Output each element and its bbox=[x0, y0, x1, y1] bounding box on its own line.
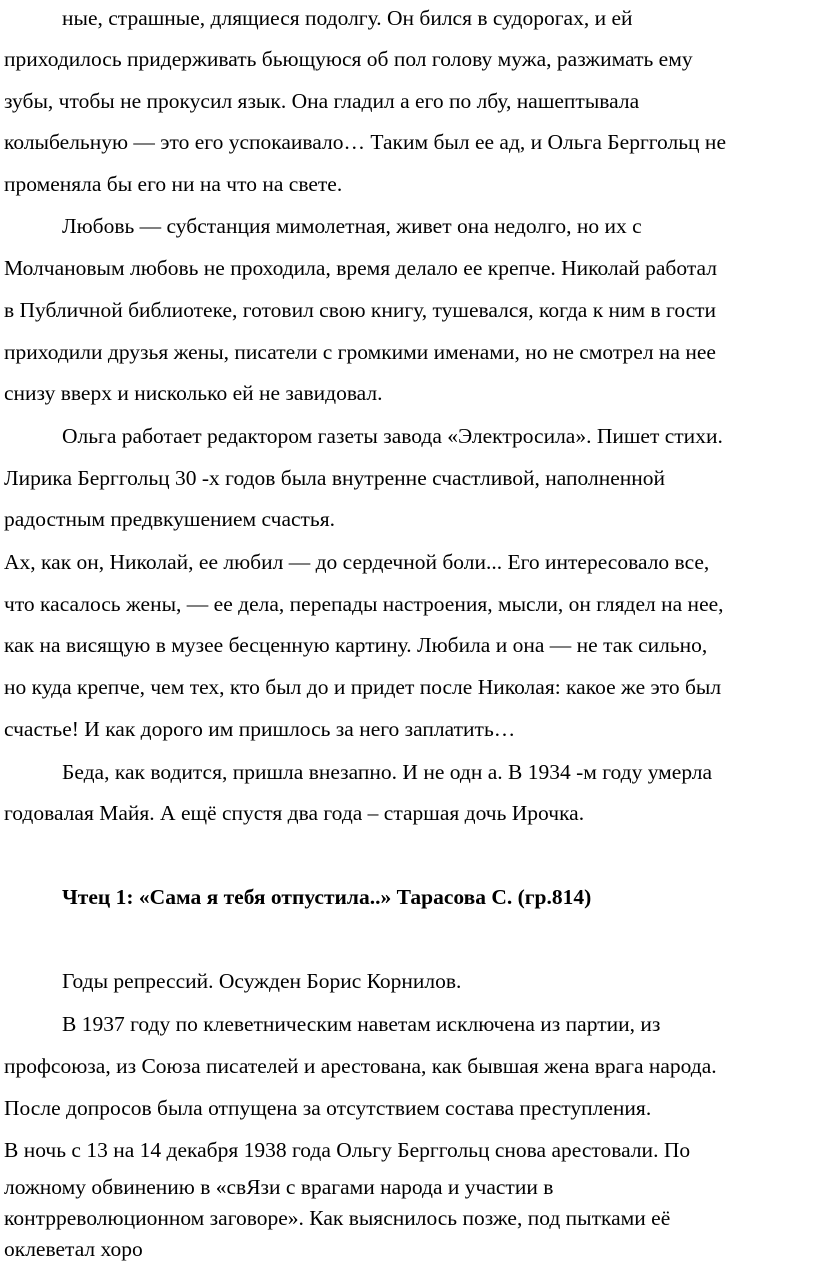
text-line: оклеветал хоро bbox=[4, 1237, 143, 1261]
text-line: приходилось придерживать бьющуюся об пол голову мужа, разжимать ему bbox=[4, 47, 693, 71]
text-line: Лирика Берггольц 30 -х годов была внутренне счастливой, наполненной bbox=[4, 466, 666, 490]
text-line: Ах, как он, Николай, ее любил — до сердечной боли... Его интересовало все, bbox=[4, 550, 710, 574]
text-line: В ночь с 13 на 14 декабря 1938 года Ольгу Берггольц снова арестовали. По bbox=[4, 1138, 691, 1162]
text-line: контрреволюционном заговоре». Как выяснилось позже, под пытками её bbox=[4, 1206, 671, 1230]
text-line: счастье! И как дорого им пришлось за него заплатить… bbox=[4, 717, 516, 741]
text-line: в Публичной библиотеке, готовил свою книгу, тушевался, когда к ним в гости bbox=[4, 298, 717, 322]
text-line: Любовь — субстанция мимолетная, живет она недолго, но их с bbox=[62, 214, 642, 238]
text-line: как на висящую в музее бесценную картину. Любила и она — не так сильно, bbox=[4, 633, 708, 657]
text-line: ложному обвинению в «свЯзи с врагами народа и участии в bbox=[4, 1175, 554, 1199]
text-line: что касалось жены, — ее дела, перепады настроения, мысли, он глядел на нее, bbox=[4, 592, 724, 616]
text-line: годовалая Майя. А ещё спустя два года – старшая дочь Ирочка. bbox=[4, 801, 585, 825]
text-line: колыбельную — это его успокаивало… Таким был ее ад, и Ольга Берггольц не bbox=[4, 130, 726, 154]
text-line: зубы, чтобы не прокусил язык. Она гладил а его по лбу, нашептывала bbox=[4, 89, 640, 113]
text-line: ные, страшные, длящиеся подолгу. Он бился в судорогах, и ей bbox=[62, 6, 633, 30]
section-heading: Чтец 1: «Сама я тебя отпустила..» Тарасова С. (гр.814) bbox=[62, 885, 592, 909]
text-line: После допросов была отпущена за отсутствием состава преступления. bbox=[4, 1096, 652, 1120]
text-line: профсоюза, из Союза писателей и арестована, как бывшая жена врага народа. bbox=[4, 1054, 717, 1078]
text-line: но куда крепче, чем тех, кто был до и придет после Николая: какое же это был bbox=[4, 675, 722, 699]
text-line: снизу вверх и нисколько ей не завидовал. bbox=[4, 381, 383, 405]
text-line: В 1937 году по клеветническим наветам исключена из партии, из bbox=[62, 1012, 661, 1036]
text-line: Беда, как водится, пришла внезапно. И не одн а. В 1934 -м году умерла bbox=[62, 760, 713, 784]
text-line: Годы репрессий. Осужден Борис Корнилов. bbox=[62, 969, 462, 993]
text-line: приходили друзья жены, писатели с громкими именами, но не смотрел на нее bbox=[4, 340, 716, 364]
text-line: Ольга работает редактором газеты завода «Электросила». Пишет стихи. bbox=[62, 424, 723, 448]
text-line: променяла бы его ни на что на свете. bbox=[4, 172, 343, 196]
text-line: Молчановым любовь не проходила, время делало ее крепче. Николай работал bbox=[4, 256, 717, 280]
text-line: радостным предвкушением счастья. bbox=[4, 507, 335, 531]
